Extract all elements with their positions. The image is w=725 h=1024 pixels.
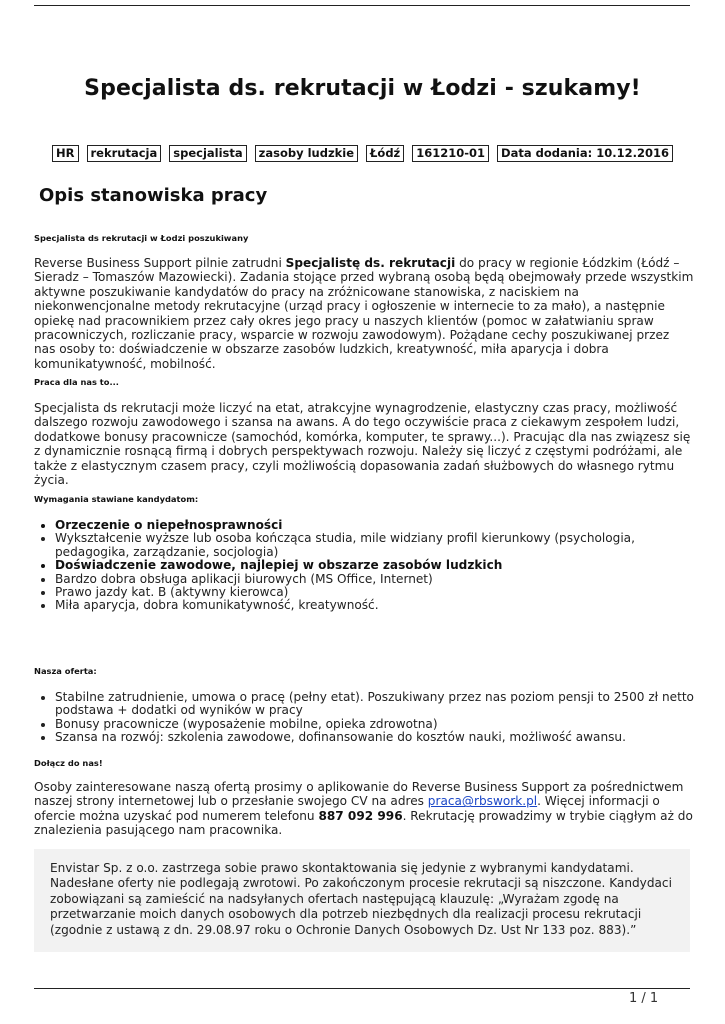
bottom-rule xyxy=(34,988,690,989)
section-heading: Opis stanowiska pracy xyxy=(39,185,268,206)
requirement-item: • Prawo jazdy kat. B (aktywny kierowca) xyxy=(55,586,695,599)
offer-item: • Bonusy pracownicze (wyposażenie mobilne, opieka zdrowotna) xyxy=(55,718,695,731)
requirement-item: • Orzeczenie o niepełnosprawności xyxy=(55,519,695,532)
tag-rekrutacja[interactable]: rekrutacja xyxy=(87,145,162,162)
join-text-1: Osoby zainteresowane naszą ofertą prosimy o aplikowanie do Reverse Business Support za pośrednictwem naszej strony internetowej lub o przesłanie swojego CV na adres xyxy=(34,780,684,809)
work-paragraph: Specjalista ds rekrutacji może liczyć na etat, atrakcyjne wynagrodzenie, elastyczny czas pracy, możliwość dalszego rozwoju zawodowego i szansa na awans. A do tego oczywiście praca z ciekawym zespołem ludzi, dodatkowe bonusy pracownicze (samochód, komórka, komputer, te sprawy...). Pracując dla nas związesz się z dynamicznie rosnącą firmą i dobrych perspektywach rozwoju. Należy się liczyć z częstymi podróżami, ale także z elastycznym czasem pracy, czyli możliwością dopasowania zadań służbowych do własnego rytmu życia. xyxy=(34,401,691,488)
tag-lodz[interactable]: Łódź xyxy=(366,145,404,162)
requirement-item: • Miła aparycja, dobra komunikatywność, kreatywność. xyxy=(55,599,695,612)
requirements-subheading: Wymagania stawiane kandydatom: xyxy=(34,494,199,504)
join-paragraph xyxy=(34,780,694,838)
offer-subheading: Nasza oferta: xyxy=(34,666,97,676)
tag-specjalista[interactable]: specjalista xyxy=(169,145,246,162)
requirement-item: • Bardzo dobra obsługa aplikacji biurowych (MS Office, Internet) xyxy=(55,573,695,586)
work-subheading: Praca dla nas to... xyxy=(34,377,119,387)
intro-paragraph xyxy=(34,256,694,371)
page-number: 1 / 1 xyxy=(629,991,659,1006)
requirement-item: • Wykształcenie wyższe lub osoba kończąca studia, mile widziany profil kierunkowy (psychologia, pedagogika, zarządzanie, socjologia) xyxy=(55,532,695,559)
top-rule xyxy=(34,5,690,6)
intro-text-after: do pracy w regionie Łódzkim (Łódź – Sieradz – Tomaszów Mazowiecki). Zadania stojące przed wybraną osobą będą obejmowały przede wszystkim aktywne poszukiwanie kandydatów do pracy na zróżnicowane stanowiska, z naciskiem na niekonwencjonalne metody rekrutacyjne (urząd pracy i ogłoszenie w internecie to za mało), a następnie opiekę nad pracownikiem przez cały okres jego pracy u naszych klientów (pomoc w załatwianiu spraw pracowniczych, rozliczanie pracy, wsparcie w rozwoju zawodowym). Pożądane cechy poszukiwanej przez nas osoby to: doświadczenie w obszarze zasobów ludzkich, kreatywność, miła aparycja i dobra komunikatywność, mobilność. xyxy=(34,256,694,371)
tag-list xyxy=(0,145,725,162)
intro-text-bold: Specjalistę ds. rekrutacji xyxy=(285,256,456,270)
join-text-3: . Rekrutację prowadzimy w trybie ciągłym aż do znalezienia pasującego nam pracownika. xyxy=(34,808,693,838)
phone-number: 887 092 996 xyxy=(318,808,403,823)
page-title: Specjalista ds. rekrutacji w Łodzi - szukamy! xyxy=(84,76,641,101)
tag-zasoby-ludzkie[interactable]: zasoby ludzkie xyxy=(255,145,358,162)
offer-item: • Szansa na rozwój: szkolenia zawodowe, dofinansowanie do kosztów nauki, możliwość awansu. xyxy=(55,731,695,744)
join-subheading: Dołącz do nas! xyxy=(34,758,103,768)
intro-text-before: Reverse Business Support pilnie zatrudni xyxy=(34,256,286,270)
offer-list xyxy=(34,691,695,745)
tag-date-added: Data dodania: 10.12.2016 xyxy=(497,145,673,162)
offer-item: • Stabilne zatrudnienie, umowa o pracę (pełny etat). Poszukiwany przez nas poziom pensji to 2500 zł netto podstawa + dodatki od wyników w pracy xyxy=(55,691,695,718)
intro-subheading: Specjalista ds rekrutacji w Łodzi poszukiwany xyxy=(34,233,249,243)
requirements-list xyxy=(34,519,695,613)
email-link[interactable]: praca@rbswork.pl xyxy=(427,794,538,809)
privacy-notice: Envistar Sp. z o.o. zastrzega sobie prawo skontaktowania się jedynie z wybranymi kandydatami. Nadesłane oferty nie podlegają zwrotowi. Po zakończonym procesie rekrutacji są niszczone. Kandydaci zobowiązani są zamieścić na nadsyłanych ofertach następującą klauzulę: „Wyrażam zgodę na przetwarzanie moich danych osobowych dla potrzeb niezbędnych dla realizacji procesu rekrutacji (zgodnie z ustawą z dn. 29.08.97 roku o Ochronie Danych Osobowych Dz. Ust Nr 133 poz. 883).” xyxy=(34,849,690,952)
tag-reference-number: 161210-01 xyxy=(412,145,489,162)
requirement-item: • Doświadczenie zawodowe, najlepiej w obszarze zasobów ludzkich xyxy=(55,559,695,572)
join-text-2: . Więcej informacji o ofercie można uzyskać pod numerem telefonu xyxy=(34,794,660,823)
tag-hr[interactable]: HR xyxy=(52,145,78,162)
